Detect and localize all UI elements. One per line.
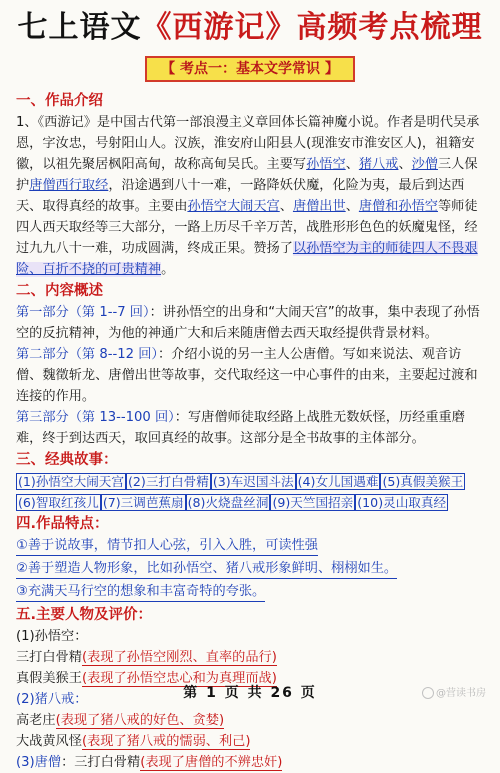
page-number: 第 1 页 共 26 页 bbox=[183, 685, 317, 701]
char-evaluation: (表现了猪八戒的好色、贪婪) bbox=[55, 713, 225, 728]
section-heading-characters: 五.主要人物及评价： bbox=[16, 607, 153, 623]
intro-text-1: 1、《西游记》是中国古代第一部浪漫主义章回体长篇神魔小说。作者是明代吴承恩，字汝忠，号射阳山人。汉族，淮安府山阳县人(现淮安市淮安区人)，祖籍安徽，以祖先聚居枫阳高甸，故称高甸吴氏。主要写 bbox=[16, 115, 480, 172]
summary-part-3 bbox=[16, 407, 484, 449]
story-name: ：三打白骨精 bbox=[61, 755, 141, 770]
sep: 、 bbox=[345, 157, 359, 172]
story-name: 大战黄风怪 bbox=[16, 734, 82, 749]
char-evaluation: (表现了孙悟空刚烈、直率的品行) bbox=[81, 650, 277, 665]
section-heading-stories: 三、经典故事： bbox=[16, 452, 118, 468]
char-evaluation: (表现了猪八戒的懦弱、利己) bbox=[81, 734, 251, 749]
intro-paragraph bbox=[16, 112, 484, 280]
section-heading-summary: 二、内容概述 bbox=[16, 283, 103, 299]
part-2-text: ：介绍小说的另一主人公唐僧。写如来说法、观音访僧、魏徵斩龙、唐僧出世等故事，交代取经这一中心事件的由来，主要起过渡和连接的作用。 bbox=[16, 347, 478, 404]
story-name: 真假美猴王 bbox=[16, 671, 82, 686]
part-2-label: 第二部分（第 8--12 回） bbox=[16, 347, 158, 362]
char-eval-row bbox=[16, 647, 484, 668]
char-eval-row bbox=[16, 752, 484, 773]
char-label-zhu: (2)猪八戒： bbox=[16, 692, 88, 707]
char-label-sun: (1)孙悟空： bbox=[16, 629, 88, 644]
story-item: (7)三调芭蕉扇 bbox=[102, 495, 184, 510]
banner-wrap bbox=[16, 56, 484, 84]
watermark-text: @营读书房 bbox=[436, 688, 486, 699]
period: 。 bbox=[161, 262, 175, 277]
char-eval-row bbox=[16, 731, 484, 752]
section-banner: 【 考点一：基本文学常识 】 bbox=[145, 56, 355, 82]
char-sha-seng: 沙僧 bbox=[411, 157, 438, 172]
part-1-text: ：讲孙悟空的出身和“大闹天宫”的故事，集中表现了孙悟空的反抗精神，为他的神通广大和后来随唐僧去西天取经提供背景材料。 bbox=[16, 305, 480, 341]
intro-text-4: 等师徒四人西天取经等三大部分，一路上历尽千辛万苦，战胜形形色色的妖魔鬼怪，经过九九八十一难，功成圆满，终成正果。赞扬了 bbox=[16, 199, 478, 256]
char-label-tang: (3)唐僧 bbox=[16, 755, 62, 770]
story-item: (9)天竺国招亲 bbox=[272, 495, 354, 510]
document-content bbox=[16, 90, 484, 773]
intro-text-2: 三人保护 bbox=[16, 157, 478, 193]
story-name: 高老庄 bbox=[16, 713, 56, 728]
part-3-text: ：写唐僧师徒取经路上战胜无数妖怪，历经重重磨难，终于到达西天，取回真经的故事。这部分是全书故事的主体部分。 bbox=[16, 410, 465, 446]
part-1-label: 第一部分（第 1--7 回） bbox=[16, 305, 150, 320]
event-tang-birth: 唐僧出世 bbox=[292, 199, 346, 214]
sep: 、 bbox=[345, 199, 359, 214]
story-name: 三打白骨精 bbox=[16, 650, 82, 665]
feature-item: ②善于塑造人物形象，比如孙悟空、猪八戒形象鲜明、栩栩如生。 bbox=[16, 559, 397, 579]
story-item: (6)智取红孩儿 bbox=[18, 495, 99, 510]
section-heading-intro: 一、作品介绍 bbox=[16, 93, 103, 109]
stories-row-1 bbox=[16, 471, 484, 492]
char-eval-row bbox=[16, 710, 484, 731]
story-item: (1)孙悟空大闹天宫 bbox=[18, 474, 124, 489]
feature-item: ③充满天马行空的想象和丰富奇特的夸张。 bbox=[16, 582, 265, 602]
title-prefix: 七上语文 bbox=[17, 10, 142, 45]
char-evaluation: (表现了唐僧的不辨忠奸) bbox=[140, 755, 283, 770]
char-sun-wukong: 孙悟空 bbox=[306, 157, 346, 172]
story-item: (4)女儿国遇难 bbox=[297, 474, 379, 489]
stories-row-2 bbox=[16, 492, 484, 513]
title-book: 《西游记》 bbox=[141, 10, 297, 45]
story-item: (2)三打白骨精 bbox=[128, 474, 209, 489]
story-item: (3)车迟国斗法 bbox=[212, 474, 294, 489]
title-suffix: 高频考点梳理 bbox=[296, 10, 483, 45]
feature-list bbox=[16, 535, 484, 604]
summary-part-2 bbox=[16, 344, 484, 407]
event-havoc: 孙悟空大闹天宫 bbox=[187, 199, 280, 214]
sep: 、 bbox=[279, 199, 293, 214]
section-heading-features: 四.作品特点： bbox=[16, 516, 109, 532]
praise-highlight: 以孙悟空为主的师徒四人不畏艰险、百折不挠的可贵精神 bbox=[16, 241, 478, 277]
summary-part-1 bbox=[16, 302, 484, 344]
watermark-icon bbox=[422, 687, 434, 699]
story-item: (10)灵山取真经 bbox=[357, 495, 447, 510]
feature-item: ①善于说故事，情节扣人心弦，引入入胜，可读性强 bbox=[16, 536, 318, 556]
watermark bbox=[422, 684, 486, 699]
page-title bbox=[16, 10, 484, 50]
part-3-label: 第三部分（第 13--100 回） bbox=[16, 410, 175, 425]
intro-text-3: ，沿途遇到八十一难，一路降妖伏魔，化险为夷，最后到达西天、取得真经的故事。主要由 bbox=[16, 178, 465, 214]
sep: 、 bbox=[398, 157, 412, 172]
event-tang-sun: 唐僧和孙悟空 bbox=[358, 199, 438, 214]
story-item: (8)火烧盘丝洞 bbox=[187, 495, 269, 510]
char-zhu-bajie: 猪八戒 bbox=[358, 157, 399, 172]
tang-journey: 唐僧西行取经 bbox=[29, 178, 109, 193]
story-item: (5)真假美猴王 bbox=[382, 474, 464, 489]
char-evaluation: (表现了孙悟空忠心和为真理而战) bbox=[81, 671, 277, 686]
